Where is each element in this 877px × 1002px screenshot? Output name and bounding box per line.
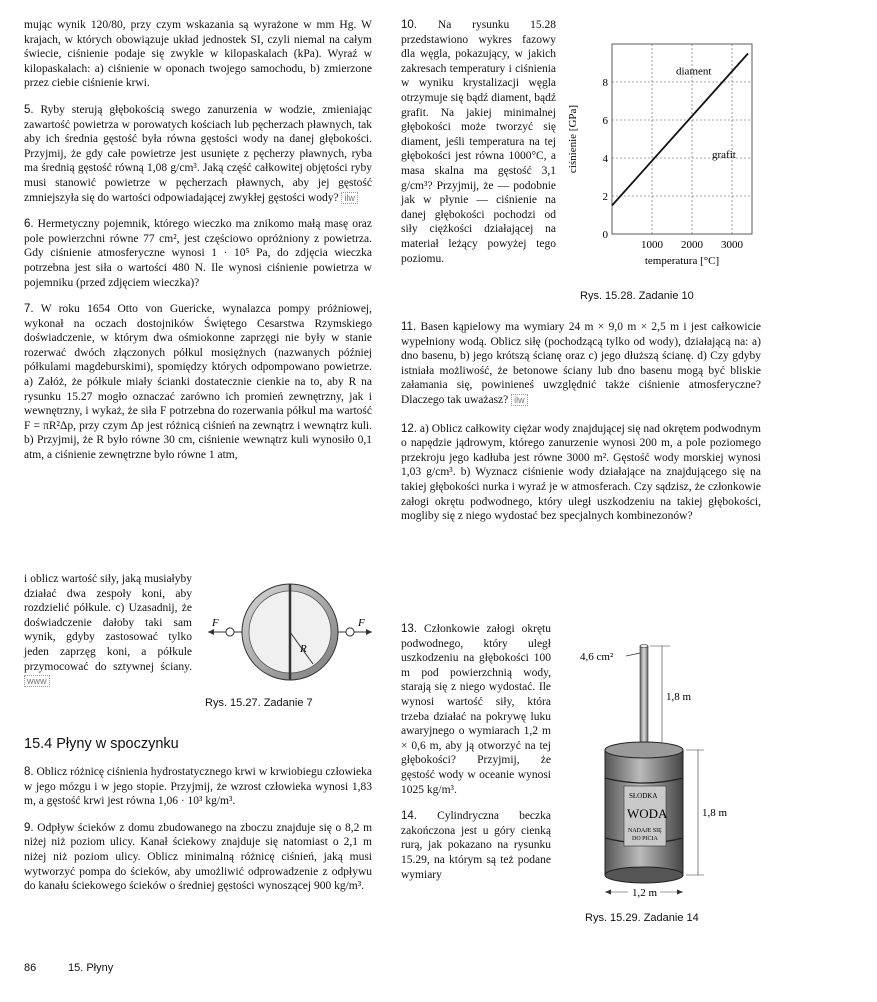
problem-14-text: Cylindryczna beczka zakończona jest u góry cienką rurą, jak pokazano na rysunku 15.29, na którym są też podane wymiary bbox=[401, 810, 551, 881]
right-column-mid bbox=[401, 320, 761, 536]
problem-10-number: 10. bbox=[401, 19, 417, 31]
right-column-bottom bbox=[401, 622, 551, 894]
page-number: 86 bbox=[24, 962, 37, 974]
dim-w-label: 1,2 m bbox=[632, 887, 658, 899]
x-tick-label: 2000 bbox=[681, 239, 703, 251]
problem-5 bbox=[24, 103, 372, 205]
problem-14 bbox=[401, 809, 551, 882]
ilw-tag-11: ilw bbox=[511, 394, 528, 406]
barrel-label-1: SŁODKA bbox=[629, 792, 658, 800]
problem-7a bbox=[24, 302, 372, 463]
section-heading: 15.4 Płyny w spoczynku bbox=[24, 736, 179, 752]
problem-13-number: 13. bbox=[401, 623, 417, 635]
www-tag: www bbox=[24, 675, 50, 687]
fig27-caption: Rys. 15.27. Zadanie 7 bbox=[205, 697, 313, 709]
tube-area-label: 4,6 cm² bbox=[580, 651, 614, 663]
barrel-label-3: NADAJE SIĘ bbox=[628, 828, 662, 834]
problem-7b bbox=[24, 572, 192, 689]
tube-top bbox=[640, 645, 648, 648]
left-continuation: mując wynik 120/80, przy czym wskazania są wyrażone w mm Hg. W krajach, w których obowiązuje układ jednostek SI, czyli niemal na całym świecie, ciśnienie podaje się zwykle w kilopaskalach (kPa). Wyraź w kilopaskalach: a) ciśnienie w oponach twojego samochodu, b) zmierzone przez ciebie ciśnienie krwi. bbox=[24, 19, 372, 90]
x-tick-label: 3000 bbox=[721, 239, 743, 251]
problem-8 bbox=[24, 765, 372, 809]
barrel-lid bbox=[605, 742, 683, 758]
left-column bbox=[24, 18, 372, 463]
problem-14-number: 14. bbox=[401, 810, 417, 823]
problem-11-number: 11. bbox=[401, 321, 417, 333]
barrel-label-4: DO PICIA bbox=[632, 836, 658, 842]
region-label-graphite: grafit bbox=[712, 149, 736, 161]
problem-13 bbox=[401, 622, 551, 797]
dim-w-arrow-left bbox=[605, 890, 611, 895]
x-axis-label: temperatura [°C] bbox=[644, 255, 720, 267]
left-hook bbox=[226, 628, 242, 636]
y-tick-label: 8 bbox=[602, 77, 608, 89]
figure-15-28-chart bbox=[564, 38, 764, 278]
problem-8-text: Oblicz różnicę ciśnienia hydrostatycznego krwi w krwiobiegu człowieka w jego mózgu i w jego stopie. Przyjmij, że wzrost człowieka wynosi 1,83 m, a gęstość krwi jest równa 1,06 · 10³ kg/m³. bbox=[24, 766, 373, 808]
problem-9-number: 9. bbox=[24, 821, 34, 834]
left-column-bottom bbox=[24, 765, 372, 906]
problem-11-text: Basen kąpielowy ma wymiary 24 m × 9,0 m × 2,5 m i jest całkowicie wypełniony wodą. Oblicz siłę (pochodzącą tylko od wody), działającą na: a) dno basenu, b) jego krótszą ścianę oraz c) jego dłuższą ścianę. d) Czy gdyby istniała możliwość, że betonowe ściany lub dno basenu mogą być bliskie załamania się, powinieneś uwzględnić także ciśnienie atmosferyczne? Dlaczego tak uważasz? bbox=[401, 321, 761, 406]
problem-12-text: a) Oblicz całkowity ciężar wody znajdującej się nad okrętem podwodnym o napędzie jądrowym, którego zanurzenie wynosi 200 m, a pole poziomego przekroju jego kadłuba jest równe 3000 m². Gęstość wody morskiej wynosi 1,03 g/cm³. b) Wyznacz ciśnienie wody działające na znajdującego się na takiej głębokości nurka i wyraź je w atmosferach. Czy sądzisz, że członkowie załogi okrętu podwodnego, który uległ uszkodzeniu na takiej głębokości, mogliby się z niego wydostać bez specjalnych kombinezonów? bbox=[401, 422, 761, 523]
problem-9 bbox=[24, 821, 372, 894]
problem-7-text-a: W roku 1654 Otto von Guericke, wynalazca pompy próżniowej, wykonał na oczach dostojników Świętego Cesarstwa Rzymskiego doświadczenie, w którym dwa ośmiokonne zaprzęgi nie były w stanie rozerwać dwóch złączonych półkul mosiężnych (nazwanych później półkulami magdeburskimi), spomiędzy których odpompowano powietrze. a) Załóż, że półkule miały ścianki dostatecznie cienkie na to, aby R na rysunku 15.27 mogło oznaczać zarówno ich promień zewnętrzny, jak i wewnętrzny, i wykaż, że siła F potrzebna do rozerwania półkul ma wartość F = πR²Δp, przy czym Δp jest różnicą ciśnień na zewnątrz i wewnątrz kuli. b) Przyjmij, że R było równe 30 cm, ciśnienie wewnątrz kuli wynosiło 0,1 atm, a ciśnienie zewnętrzne było równe 1 atm, bbox=[24, 303, 372, 462]
radius-label: R bbox=[300, 643, 307, 655]
x-tick-label: 1000 bbox=[641, 239, 663, 251]
fig28-caption: Rys. 15.28. Zadanie 10 bbox=[580, 290, 694, 302]
problem-6-text: Hermetyczny pojemnik, którego wieczko ma znikomo małą masę oraz pole powierzchni równe 77 cm², jest częściowo opróżniony z powietrza. Gdy ciśnienie atmosferyczne wynosi 1 · 10⁵ Pa, do zdjęcia wieczka potrzebna jest siła o wartości 480 N. Ile wynosi ciśnienie powietrza w pojemniku (przed zdjęciem wieczka)? bbox=[24, 218, 372, 289]
tube-area-pointer bbox=[626, 653, 640, 656]
region-label-diamond: diament bbox=[676, 65, 712, 78]
right-hook bbox=[338, 628, 354, 636]
problem-6-number: 6. bbox=[24, 218, 34, 231]
force-label-left: F bbox=[212, 617, 219, 629]
dim-w-arrow-right bbox=[677, 890, 683, 895]
barrel-label-2: WODA bbox=[627, 806, 668, 821]
figure-15-29 bbox=[580, 638, 760, 910]
y-tick-label: 0 bbox=[602, 229, 608, 241]
dim-h1-label: 1,8 m bbox=[666, 691, 692, 703]
barrel-bottom bbox=[605, 867, 683, 883]
problem-6 bbox=[24, 217, 372, 290]
problem-12-number: 12. bbox=[401, 422, 417, 435]
problem-10-text: Na rysunku 15.28 przedstawiono wykres fazowy dla węgla, pokazujący, w jakich zakresach temperatury i ciśnienia w wyniku krystalizacji węgla otrzymuje się bądź diament, bądź grafit. Na jakiej minimalnej głębokości może tworzyć się diament, jeśli temperatura na tej głębokości jest równa 1000°C, a masa skalna ma gęstość 3,1 g/cm³? Przyjmij, że — podobnie jak w płynie — ciśnienie na danej głębokości pochodzi od siły ciężkości działającej na materiał leżący powyżej tego poziomu. bbox=[401, 19, 557, 265]
y-axis-label: ciśnienie [GPa] bbox=[567, 104, 579, 174]
force-arrowhead-right bbox=[366, 629, 372, 635]
problem-12 bbox=[401, 422, 761, 524]
figure-15-27 bbox=[200, 582, 380, 698]
problem-5-number: 5. bbox=[24, 103, 34, 116]
force-label-right: F bbox=[358, 617, 365, 629]
problem-11 bbox=[401, 320, 761, 408]
dim-h2-label: 1,8 m bbox=[702, 807, 728, 819]
problem-7-number: 7. bbox=[24, 303, 34, 316]
fig29-caption: Rys. 15.29. Zadanie 14 bbox=[585, 912, 699, 924]
problem-8-number: 8. bbox=[24, 766, 34, 778]
problem-7-text-b: i oblicz wartość siły, jaką musiałyby działać dwa zespoły koni, aby rozdzielić półkule. c) Uzasadnij, że doświadczenie dałoby taki sam wynik, gdyby zastosować tylko jeden zaprzęg koni, a półkule przymocować do sztywnej ściany. bbox=[24, 573, 192, 673]
force-arrowhead-left bbox=[208, 629, 214, 635]
problem-13-text: Członkowie załogi okrętu podwodnego, który uległ uszkodzeniu na głębokości 100 m pod powierzchnią wody, starają się z niego wydostać. Ile wynosi wartość siły, która trzeba działać na pokrywę luku awaryjnego o wymiarach 1,2 m × 0,6 m, aby ją otworzyć na tej głębokości? Przyjmij, że gęstość wody w oceanie wynosi 1025 kg/m³. bbox=[401, 623, 551, 796]
problem-5-text: Ryby sterują głębokością swego zanurzenia w wodzie, zmieniając zawartość powietrza w porowatych kościach lub pęcherzach pławnych, tak aby ich średnia gęstość była równa gęstości wody na danej głębokości. Przyjmij, że gdy całe powietrze jest usunięte z pęcherzy pławnych, ryba ma średnią gęstość równą 1,08 g/cm³. Jaką część całkowitej objętości ryby musi stanowić powietrze w pęcherzach pławnych, aby jej gęstość zmniejszyła się do wartości odpowiadającej zwykłej gęstości wody? bbox=[24, 103, 372, 204]
problem-10 bbox=[401, 18, 556, 266]
y-tick-label: 6 bbox=[602, 115, 608, 127]
thin-tube bbox=[640, 646, 648, 751]
y-tick-label: 2 bbox=[602, 191, 608, 203]
problem-9-text: Odpływ ścieków z domu zbudowanego na zboczu znajduje się o 8,2 m niżej niż poziom ulicy. Kanał ściekowy znajduje się natomiast o 2,1 m niżej niż poziom ulicy. Oblicz minimalną różnicę ciśnień, jaką musi wytworzyć pompa do ścieków, aby umożliwić odprowadzenie z odpływu do kanału ściekowego ścieków o średniej gęstości wynoszącej 900 kg/m³. bbox=[24, 821, 373, 893]
y-tick-label: 4 bbox=[602, 153, 608, 165]
ilw-tag: ilw bbox=[341, 192, 358, 204]
chapter-name: 15. Płyny bbox=[68, 962, 114, 974]
